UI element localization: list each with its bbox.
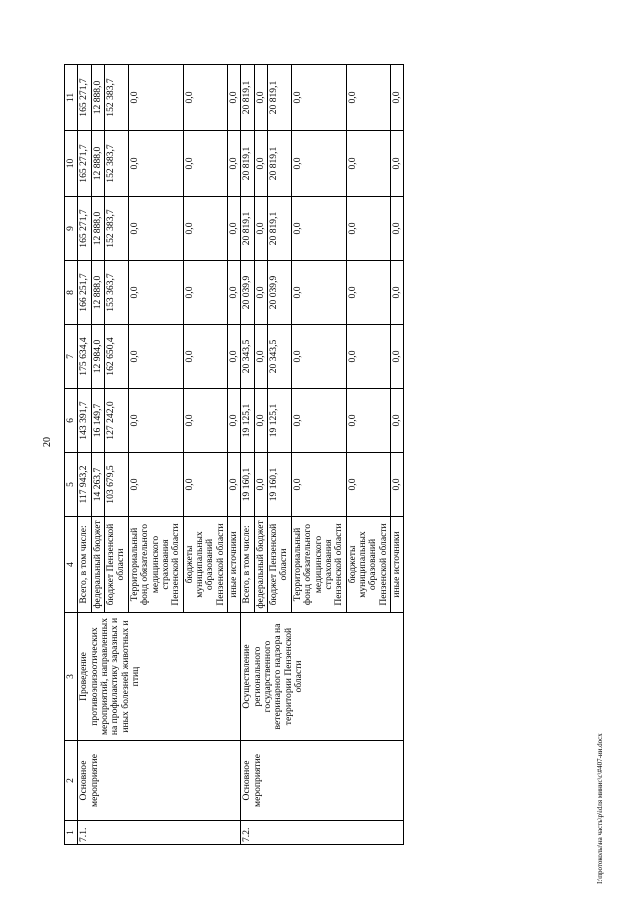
funding-value: 0,0 [228, 197, 241, 261]
funding-value: 20 819,1 [241, 131, 254, 197]
funding-value: 0,0 [291, 65, 346, 131]
header-cell: 4 [65, 517, 78, 613]
funding-value: 0,0 [228, 261, 241, 325]
funding-value: 0,0 [291, 453, 346, 517]
measure-type: Основное мероприятие [241, 741, 404, 821]
measure-name: Проведение противоэпизоотических мероприятий, направленных на профилактику заразных и иных болезней животных и птиц [78, 613, 241, 741]
funding-value: 152 383,7 [105, 65, 129, 131]
funding-value: 0,0 [228, 325, 241, 389]
header-cell: 9 [65, 197, 78, 261]
funding-source: Территориальный фонд обязательного медицинского страхования Пензенской области [128, 517, 183, 613]
funding-value: 143 391,7 [78, 389, 91, 453]
funding-value: 0,0 [128, 261, 183, 325]
footer-file-path: I:\протоколы\на часть\p\idля минис\с\#407-ии.docx [596, 733, 604, 884]
funding-value: 0,0 [346, 197, 390, 261]
funding-value: 0,0 [228, 453, 241, 517]
funding-value: 165 271,7 [78, 131, 91, 197]
funding-value: 19 160,1 [268, 453, 292, 517]
funding-value: 0,0 [291, 261, 346, 325]
header-cell: 11 [65, 65, 78, 131]
funding-value: 0,0 [183, 325, 227, 389]
funding-source: федеральный бюджет [91, 517, 104, 613]
header-cell: 3 [65, 613, 78, 741]
funding-value: 0,0 [128, 131, 183, 197]
funding-source: иные источники [228, 517, 241, 613]
funding-source: Территориальный фонд обязательного медицинского страхования Пензенской области [291, 517, 346, 613]
funding-value: 0,0 [346, 261, 390, 325]
table-row [241, 65, 254, 845]
header-cell: 6 [65, 389, 78, 453]
funding-value: 127 242,0 [105, 389, 129, 453]
funding-value: 19 125,1 [241, 389, 254, 453]
funding-value: 0,0 [228, 389, 241, 453]
funding-value: 0,0 [291, 197, 346, 261]
funding-value: 166 251,7 [78, 261, 91, 325]
rotated-table-container [64, 65, 584, 845]
funding-value: 152 383,7 [105, 131, 129, 197]
funding-value: 103 679,5 [105, 453, 129, 517]
table-row [78, 65, 91, 845]
funding-value: 0,0 [391, 197, 404, 261]
funding-value: 153 363,7 [105, 261, 129, 325]
header-cell: 8 [65, 261, 78, 325]
funding-value: 175 634,4 [78, 325, 91, 389]
funding-value: 0,0 [183, 453, 227, 517]
funding-value: 0,0 [391, 131, 404, 197]
funding-value: 12 984,0 [91, 325, 104, 389]
funding-value: 0,0 [254, 325, 267, 389]
funding-value: 0,0 [346, 131, 390, 197]
header-cell: 7 [65, 325, 78, 389]
funding-value: 0,0 [346, 453, 390, 517]
funding-value: 19 160,1 [241, 453, 254, 517]
funding-source: бюджет Пензенской области [268, 517, 292, 613]
funding-value: 20 819,1 [241, 197, 254, 261]
funding-value: 0,0 [183, 131, 227, 197]
funding-value: 0,0 [391, 325, 404, 389]
header-row [65, 65, 78, 845]
funding-value: 165 271,7 [78, 197, 91, 261]
funding-value: 165 271,7 [78, 65, 91, 131]
funding-value: 0,0 [254, 65, 267, 131]
funding-value: 0,0 [128, 65, 183, 131]
funding-value: 0,0 [291, 325, 346, 389]
header-cell: 1 [65, 821, 78, 845]
funding-value: 20 039,9 [268, 261, 292, 325]
funding-value: 20 343,5 [268, 325, 292, 389]
funding-value: 117 943,2 [78, 453, 91, 517]
funding-value: 14 263,7 [91, 453, 104, 517]
funding-value: 0,0 [346, 389, 390, 453]
measure-type: Основное мероприятие [78, 741, 241, 821]
funding-value: 12 888,0 [91, 197, 104, 261]
funding-value: 162 650,4 [105, 325, 129, 389]
funding-source: иные источники [391, 517, 404, 613]
funding-value: 0,0 [183, 65, 227, 131]
funding-value: 19 125,1 [268, 389, 292, 453]
funding-value: 0,0 [391, 389, 404, 453]
funding-source: федеральный бюджет [254, 517, 267, 613]
measure-name: Осуществление регионального государственного ветеринарного надзора на территории Пензенской области [241, 613, 404, 741]
funding-value: 0,0 [128, 197, 183, 261]
funding-value: 0,0 [254, 453, 267, 517]
funding-source: Всего, в том числе: [241, 517, 254, 613]
funding-source: бюджет Пензенской области [105, 517, 129, 613]
funding-source: бюджеты муниципальных образований Пензенской области [346, 517, 390, 613]
funding-value: 0,0 [183, 197, 227, 261]
funding-value: 12 888,0 [91, 65, 104, 131]
funding-value: 0,0 [346, 65, 390, 131]
funding-value: 16 149,7 [91, 389, 104, 453]
header-cell: 10 [65, 131, 78, 197]
header-cell: 2 [65, 741, 78, 821]
funding-value: 152 383,7 [105, 197, 129, 261]
funding-source: Всего, в том числе: [78, 517, 91, 613]
funding-table [64, 64, 404, 845]
funding-value: 20 819,1 [268, 65, 292, 131]
funding-value: 0,0 [254, 389, 267, 453]
measure-number: 7.1. [78, 821, 241, 845]
funding-value: 0,0 [254, 131, 267, 197]
funding-value: 0,0 [391, 261, 404, 325]
funding-value: 0,0 [128, 389, 183, 453]
funding-value: 12 888,0 [91, 261, 104, 325]
funding-value: 0,0 [228, 65, 241, 131]
funding-value: 0,0 [128, 325, 183, 389]
funding-value: 0,0 [254, 197, 267, 261]
header-cell: 5 [65, 453, 78, 517]
funding-value: 0,0 [183, 389, 227, 453]
funding-value: 20 819,1 [241, 65, 254, 131]
funding-value: 0,0 [391, 453, 404, 517]
funding-value: 20 343,5 [241, 325, 254, 389]
measure-number: 7.2. [241, 821, 404, 845]
funding-value: 0,0 [291, 389, 346, 453]
funding-value: 20 039,9 [241, 261, 254, 325]
funding-value: 20 819,1 [268, 131, 292, 197]
funding-value: 0,0 [228, 131, 241, 197]
funding-value: 20 819,1 [268, 197, 292, 261]
funding-value: 0,0 [291, 131, 346, 197]
funding-value: 0,0 [346, 325, 390, 389]
funding-value: 0,0 [254, 261, 267, 325]
funding-value: 0,0 [183, 261, 227, 325]
funding-value: 0,0 [128, 453, 183, 517]
funding-source: бюджеты муниципальных образований Пензенской области [183, 517, 227, 613]
funding-value: 0,0 [391, 65, 404, 131]
funding-value: 12 888,0 [91, 131, 104, 197]
